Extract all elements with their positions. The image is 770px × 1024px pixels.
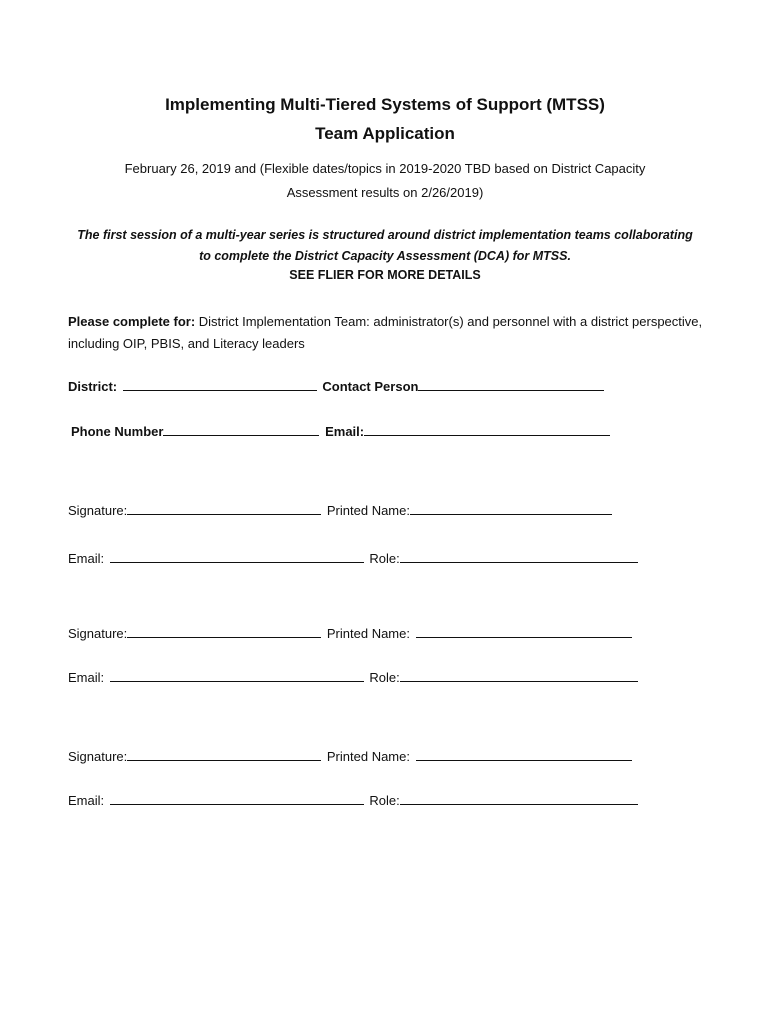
email-label: Email:	[68, 793, 105, 808]
member-signature-row	[68, 625, 634, 641]
phone-field[interactable]	[163, 423, 319, 436]
signature-label: Signature:	[68, 503, 128, 518]
district-row	[68, 378, 606, 394]
member-email-row	[68, 792, 640, 808]
printed-name-label: Printed Name:	[326, 749, 410, 764]
email-label: Email:	[68, 551, 105, 566]
printed-name-label: Printed Name:	[326, 626, 410, 641]
member-signature-row	[68, 502, 614, 518]
contact-email-label: Email:	[325, 424, 365, 439]
form-subtitle: Team Application	[315, 124, 455, 143]
form-title: Implementing Multi-Tiered Systems of Support (MTSS)	[165, 95, 605, 114]
intro-text: The first session of a multi-year series is structured around district implementation teams collaborating to complete the District Capacity Assessment (DCA) for MTSS.	[77, 228, 693, 263]
member-email-row	[68, 669, 640, 685]
instructions-text: District Implementation Team: administrator(s) and personnel with a district perspective, including OIP, PBIS, and Literacy leaders	[68, 314, 703, 351]
email-label: Email:	[68, 670, 105, 685]
signature-field[interactable]	[127, 502, 321, 515]
district-label: District:	[68, 379, 118, 394]
email-field[interactable]	[110, 669, 364, 682]
printed-name-label: Printed Name:	[326, 503, 410, 518]
phone-row	[71, 423, 612, 439]
contact-person-field[interactable]	[418, 378, 604, 391]
contact-person-label: Contact Person	[322, 379, 419, 394]
printed-name-field[interactable]	[416, 625, 632, 638]
role-label: Role:	[369, 670, 400, 685]
role-field[interactable]	[400, 792, 638, 805]
role-field[interactable]	[400, 669, 638, 682]
printed-name-field[interactable]	[416, 748, 632, 761]
email-field[interactable]	[110, 550, 364, 563]
flier-note: SEE FLIER FOR MORE DETAILS	[289, 268, 481, 282]
instructions-label: Please complete for:	[68, 314, 196, 329]
signature-field[interactable]	[127, 625, 321, 638]
phone-label: Phone Number	[71, 424, 164, 439]
district-field[interactable]	[123, 378, 317, 391]
signature-label: Signature:	[68, 626, 128, 641]
instructions	[68, 311, 708, 355]
session-dates: February 26, 2019 and (Flexible dates/topics in 2019-2020 TBD based on District Capacity Assessment results on 2/26/2019)	[124, 161, 646, 200]
signature-field[interactable]	[127, 748, 321, 761]
role-field[interactable]	[400, 550, 638, 563]
role-label: Role:	[369, 793, 400, 808]
contact-email-field[interactable]	[364, 423, 610, 436]
email-field[interactable]	[110, 792, 364, 805]
member-signature-row	[68, 748, 634, 764]
signature-label: Signature:	[68, 749, 128, 764]
member-email-row	[68, 550, 640, 566]
printed-name-field[interactable]	[410, 502, 612, 515]
role-label: Role:	[369, 551, 400, 566]
